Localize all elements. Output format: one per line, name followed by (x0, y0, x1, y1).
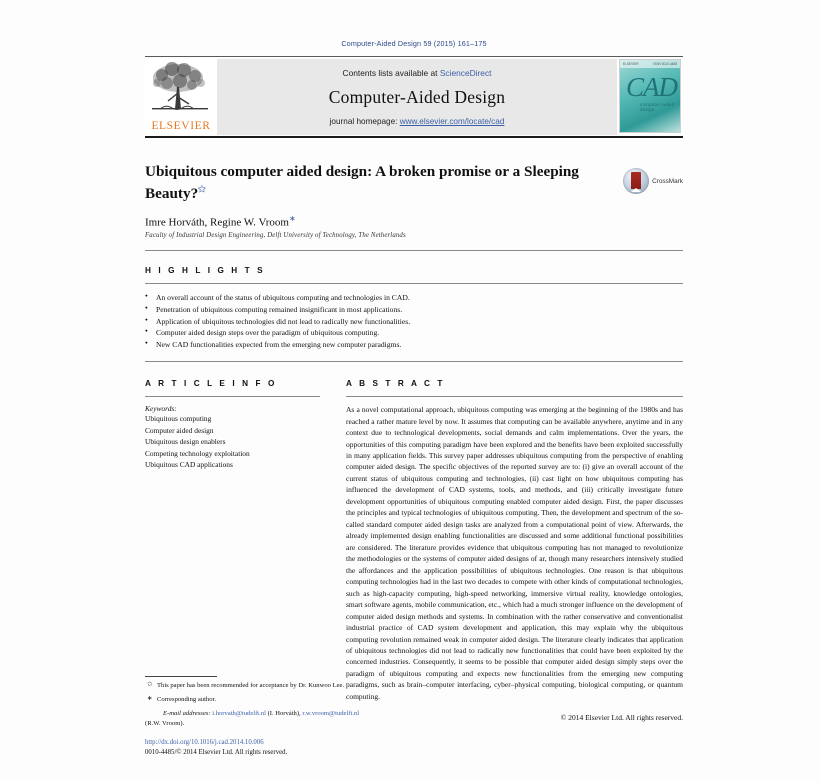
author-list (145, 214, 683, 229)
crossmark-book-shape (631, 172, 641, 189)
email-owner-horvath: (I. Horváth), (267, 709, 301, 717)
list-item: Ubiquitous computing (145, 414, 212, 424)
list-item: ● New CAD functionalities expected from the emerging new computer paradigms. (145, 339, 683, 351)
list-item: Ubiquitous CAD applications (145, 460, 233, 470)
sciencedirect-link[interactable]: ScienceDirect (439, 68, 492, 78)
masthead-top-rule (145, 56, 683, 57)
contents-line (217, 68, 617, 78)
author-names: Imre Horváth, Regine W. Vroom (145, 216, 289, 229)
keywords-label: Keywords: (145, 404, 177, 414)
footnotes-block (145, 676, 445, 758)
elsevier-wordmark: ELSEVIER (151, 120, 211, 132)
list-item: ● Penetration of ubiquitous computing remained insignificant in most applications. (145, 304, 683, 316)
footnote-recommendation (145, 681, 445, 691)
email-addresses-label: E-mail addresses: (163, 709, 211, 717)
abstract-rule (346, 396, 683, 397)
email-link-vroom[interactable]: r.w.vroom@tudelft.nl (302, 709, 360, 717)
journal-masthead (145, 59, 683, 135)
affiliation: Faculty of Industrial Design Engineering, Delft University of Technology, The Netherlands (145, 231, 406, 239)
info-abstract-row (145, 379, 683, 722)
issn-copyright: 0010-4485/© 2014 Elsevier Ltd. All rights reserved. (145, 748, 288, 756)
list-item: Ubiquitous design enablers (145, 437, 226, 447)
abstract-column (346, 379, 683, 722)
footnote-marker-dagger: ✩ (147, 681, 153, 688)
cover-top-strip (620, 60, 680, 68)
page-content (145, 0, 683, 722)
crossmark-icon (623, 168, 649, 194)
highlights-bottom-rule (145, 361, 683, 362)
footnote-corresponding-text: Corresponding author. (157, 695, 216, 703)
cover-letters: CAD (626, 72, 677, 102)
highlights-heading: H I G H L I G H T S (145, 265, 266, 275)
page-title (145, 162, 595, 204)
article-info-column (145, 379, 320, 722)
footnote-corresponding (145, 695, 445, 705)
list-item: ● An overall account of the status of ubiquitous computing and technologies in CAD. (145, 292, 683, 304)
abstract-text: As a novel computational approach, ubiquitous computing was emerging at the beginning of the 1980s and has reached a rather mature level by now. It assumes that computing can be available anywhere, anytime and in any context due to technological developments, social demands and calm implementations. Over the years, the opportunities of this computing paradigm have been explored and the benefits have been exploited successfully in many application fields. This survey paper addresses ubiquitous computing from the perspective of enabling computer aided design. The specific objectives of the reported survey are to: (i) give an overall account of the current status of ubiquitous computing and technologies, (ii) cast light on how ubiquitous computing has influenced the development of CAD systems, tools, and methods, and (iii) critically investigate future development opportunities of ubiquitous computing enabled computer aided design. First, the paper discusses the principles and typical technologies of ubiquitous computing. Then, the development and spectrum of the so-called standard computer aided design tasks are analyzed from a computational point of view. Afterwards, the already implemented design enabling functionalities are discussed and some additional functional possibilities are considered. The literature provides evidence that ubiquitous computing has not managed to revolutionize the methodologies or the systems of computer aided designs of ar, though many researchers intensively studied the affordances and the application possibilities of ubiquitous technologies. One reason is that ubiquitous computing technologies had in the last two decades to compete with other kinds of computational technologies, such as high-capacity computing, high-speed networking, immersive virtual reality, knowledge ontologies, smart software agents, mobile communication, etc., which had a much stronger influence on the development of computer aided design methods and systems. In combination with the rather conservative and conventionalist industrial practice of CAD system development and application, this may explain why the ubiquitous computing revolution remained weak in computer aided design. The literature clearly indicates that application of ubiquitous technologies did not lead to radically new functionalities that could have been exploited by the concerned industries. Consequently, it seems to be possible that computer aided design simply steps over the paradigm of ubiquitous computing and expects new functionalities from the emerging new computing paradigms, such as brain–computer interfacing, cyber–physical computing, biological computing, or quantum computing. (346, 405, 683, 701)
doi-link[interactable]: http://dx.doi.org/10.1016/j.cad.2014.10.006 (145, 738, 264, 746)
crossmark-label: CrossMark (652, 177, 683, 185)
doi-block (145, 738, 445, 758)
footnote-marker-star: ∗ (147, 694, 153, 702)
elsevier-tree-icon (148, 61, 214, 119)
article-info-heading: A R T I C L E I N F O (145, 379, 277, 389)
title-footnote-marker: ✩ (198, 183, 206, 194)
footnote-recommendation-text: This paper has been recommended for acceptance by Dr. Kunwoo Lee. (157, 682, 345, 689)
keywords-list (145, 413, 320, 470)
title-block (145, 162, 683, 239)
cover-strip-left: ELSEVIER (623, 62, 639, 66)
crossmark-badge[interactable] (623, 168, 683, 194)
masthead-bottom-rule (145, 136, 683, 138)
cover-subtitle: computer-aided design (640, 102, 675, 112)
list-item: ● Computer aided design steps over the paradigm of ubiquitous computing. (145, 327, 683, 339)
corresponding-author-marker: ∗ (288, 214, 296, 224)
journal-cover-thumbnail (617, 59, 683, 135)
list-item: ● Application of ubiquitous technologies did not lead to radically new functionalities. (145, 316, 683, 328)
list-item: Computer aided design (145, 425, 214, 435)
abstract-heading: A B S T R A C T (346, 379, 446, 389)
journal-homepage-line (217, 117, 617, 126)
highlights-list (145, 292, 683, 351)
masthead-center (217, 59, 617, 135)
journal-title: Computer-Aided Design (328, 87, 506, 107)
cover-strip-right: ISSN 0010-4485 (653, 62, 677, 66)
journal-cover-image (619, 59, 681, 133)
email-link-horvath[interactable]: i.horvath@tudelft.nl (212, 709, 266, 717)
elsevier-logo (145, 59, 217, 135)
footnote-emails (145, 709, 445, 719)
highlights-section (145, 266, 683, 362)
abstract-copyright: © 2014 Elsevier Ltd. All rights reserved. (560, 713, 683, 723)
running-head: Computer-Aided Design 59 (2015) 161–175 (341, 39, 487, 48)
article-info-rule (145, 396, 320, 397)
list-item: Competing technology exploitation (145, 448, 250, 458)
email-owner-vroom: (R.W. Vroom). (145, 719, 185, 727)
title-bottom-rule (145, 250, 683, 251)
journal-homepage-link[interactable]: www.elsevier.com/locate/cad (399, 117, 505, 126)
footnote-rule (145, 676, 217, 677)
highlights-rule (145, 283, 683, 284)
homepage-prefix: journal homepage: (329, 117, 400, 126)
contents-prefix: Contents lists available at (342, 68, 440, 78)
paper-title-text: Ubiquitous computer aided design: A broken promise or a Sleeping Beauty? (145, 163, 579, 202)
